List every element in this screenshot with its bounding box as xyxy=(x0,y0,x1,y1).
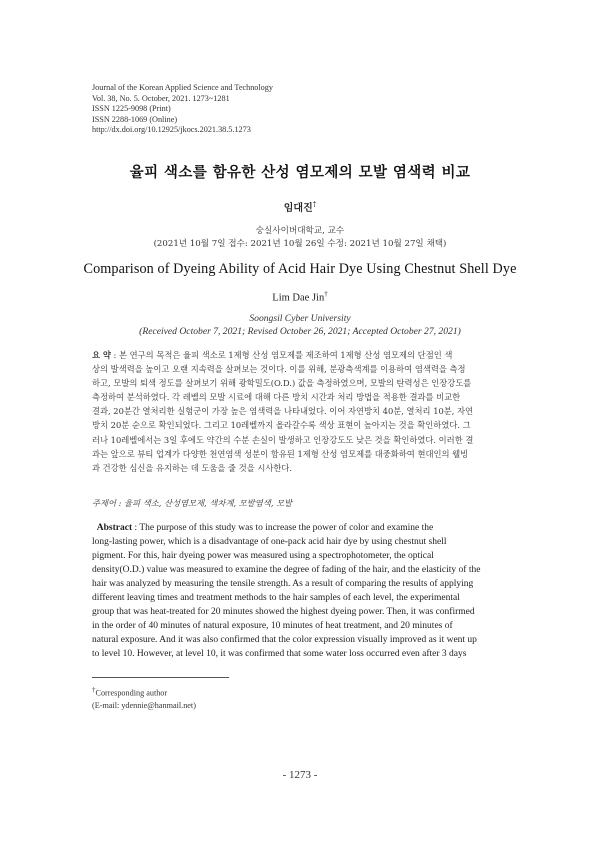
english-author-name: Lim Dae Jin xyxy=(272,292,325,304)
footnote-label: Corresponding author xyxy=(95,688,168,698)
english-abstract-line: natural exposure. And it was also confirmed that the color expression visually improved as it went up xyxy=(92,635,477,645)
korean-affiliation: 숭실사이버대학교, 교수 xyxy=(255,226,345,236)
footnote-divider xyxy=(92,677,229,678)
journal-name: Journal of the Korean Applied Science and Technology xyxy=(92,83,273,92)
corresponding-mark: † xyxy=(312,200,317,209)
english-abstract-line: different leaving times and treatment methods to the hair samples of each level, the experimental xyxy=(92,593,460,603)
english-dates: (Received October 7, 2021; Revised October 26, 2021; Accepted October 27, 2021) xyxy=(139,326,461,337)
footnote-email: (E-mail: ydennie@hanmail.net) xyxy=(92,701,196,711)
english-abstract-line: pigment. For this, hair dyeing power was measured using a spectrophotometer, the optical xyxy=(92,551,434,561)
english-abstract xyxy=(92,521,508,661)
korean-abstract-line: 측정하여 분석하였다. 각 레벨의 모발 시료에 대해 다른 방치 시간과 처리 방법을 적용한 결과를 비교한 xyxy=(92,392,461,403)
journal-volume: Vol. 38, No. 5. October, 2021. 1273~1281 xyxy=(92,93,230,103)
korean-abstract-line: 과 건강한 심신을 유지하는 데 도움을 줄 것을 시사한다. xyxy=(92,462,293,473)
korean-abstract xyxy=(92,348,508,475)
english-abstract-line xyxy=(92,521,508,535)
korean-abstract-line: 방치 20분 순으로 확인되었다. 그리고 10레벨까지 올라갈수록 색상 표현이 높아지는 것을 확인하였다. 그 xyxy=(92,420,471,431)
korean-author xyxy=(0,199,600,214)
footnote-corresponding xyxy=(92,684,196,700)
korean-abstract-line: 결과, 20분간 열처리한 실험군이 가장 높은 염색력을 나타내었다. 이어 자연방치 40분, 열처리 10분, 자연 xyxy=(92,406,474,417)
issn-online: ISSN 2288-1069 (Online) xyxy=(92,114,178,124)
english-abstract-line: density(O.D.) value was measured to examine the degree of fading of the hair, and the elasticity of the xyxy=(92,565,481,575)
english-abstract-line: to level 10. However, at level 10, it was confirmed that some water loss occurred even after 3 days xyxy=(92,649,467,659)
english-abstract-line: group that was heat-treated for 20 minutes showed the highest dyeing power. Then, it was confirmed xyxy=(92,607,475,617)
korean-abstract-text: : 본 연구의 목적은 율피 색소로 1제형 산성 염모제를 제조하여 1제형 산성 염모제의 단점인 색 xyxy=(110,350,453,360)
issn-print: ISSN 1225-9098 (Print) xyxy=(92,104,171,114)
journal-info xyxy=(92,83,273,136)
page-number: - 1273 - xyxy=(282,769,318,781)
korean-abstract-line: 과는 앞으로 뷰티 업계가 다양한 천연염색 성분이 함유된 1제형 산성 염모제를 대중화하여 현대인의 웰빙 xyxy=(92,448,469,459)
footnote xyxy=(92,684,196,713)
keywords: 주제어 : 율피 색소, 산성염모제, 색차계, 모발염색, 모발 xyxy=(92,498,293,508)
korean-abstract-line: 상의 발색력을 높이고 오랜 지속력을 살펴보는 것이다. 이를 위해, 분광측색계를 이용하여 염색력을 측정 xyxy=(92,364,466,375)
korean-author-name: 임대진 xyxy=(283,203,313,214)
english-affiliation: Soongsil Cyber University xyxy=(249,313,351,324)
english-abstract-text: : The purpose of this study was to increase the power of color and examine the xyxy=(132,523,434,533)
english-title: Comparison of Dyeing Ability of Acid Hair Dye Using Chestnut Shell Dye xyxy=(83,261,517,277)
english-author xyxy=(0,290,600,304)
doi-link[interactable]: http://dx.doi.org/10.12925/jkocs.2021.38.5.1273 xyxy=(92,125,251,135)
corresponding-mark-en: † xyxy=(324,290,328,298)
english-abstract-line: hair was analyzed by measuring the tensile strength. As a result of comparing the results of applying xyxy=(92,579,474,589)
korean-abstract-line: 러나 10레벨에서는 3일 후에도 약간의 수분 손실이 발생하고 인장강도도 낮은 것을 확인하였다. 이러한 결 xyxy=(92,434,474,445)
korean-dates: (2021년 10월 7일 접수: 2021년 10월 26일 수정: 2021년 10월 27일 채택) xyxy=(153,239,447,249)
korean-abstract-line xyxy=(92,348,508,362)
english-abstract-line: long-lasting power, which is a disadvantage of one-pack acid hair dye by using chestnut shell xyxy=(92,537,447,547)
korean-abstract-label: 요 약 xyxy=(92,350,111,360)
english-abstract-label: Abstract xyxy=(96,523,133,533)
footnote-mark: † xyxy=(92,686,96,694)
english-abstract-line: in the order of 40 minutes of natural exposure, 10 minutes of heat treatment, and 20 minutes of xyxy=(92,621,453,631)
korean-abstract-line: 하고, 모발의 퇴색 정도를 살펴보기 위해 광학밀도(O.D.) 값을 측정하였으며, 모발의 탄력성은 인장강도를 xyxy=(92,378,472,389)
korean-title: 율피 색소를 함유한 산성 염모제의 모발 염색력 비교 xyxy=(129,164,471,181)
